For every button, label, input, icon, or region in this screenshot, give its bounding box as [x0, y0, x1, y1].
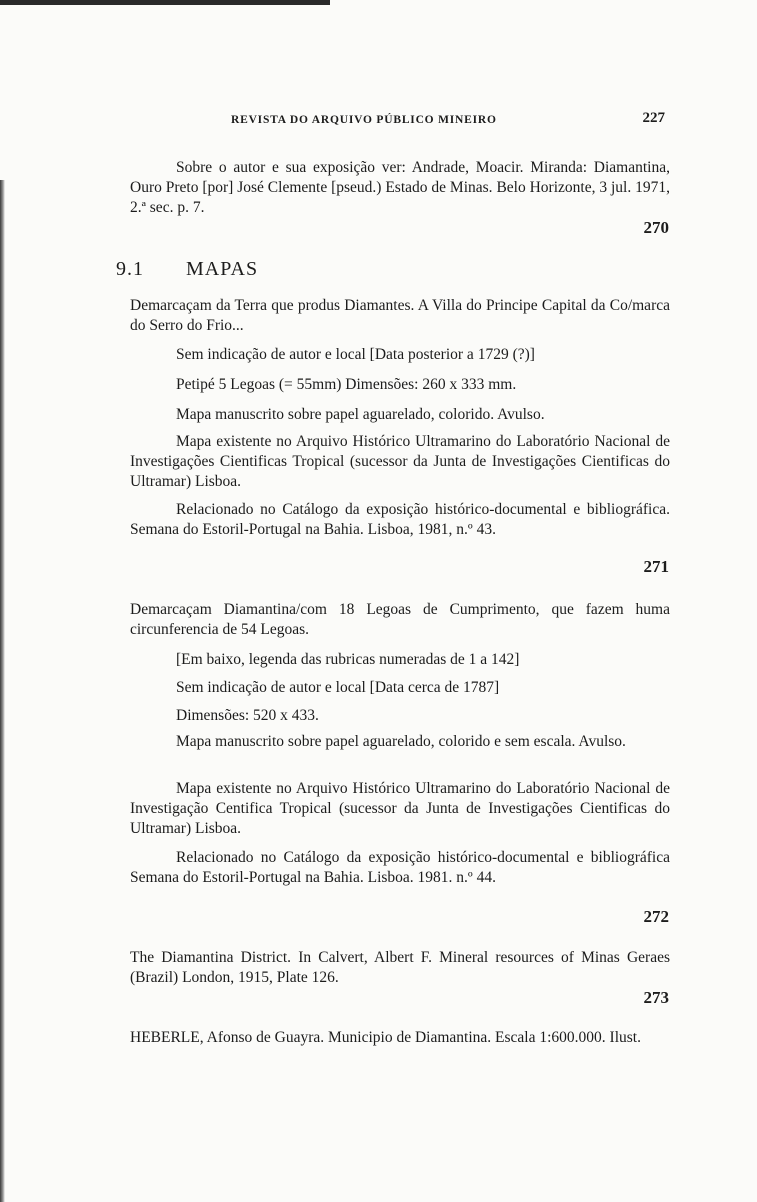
intro-paragraph: Sobre o autor e sua exposição ver: Andrade, Moacir. Miranda: Diamantina, Ouro Preto [por] José Clemente [pseud.) Estado de Minas. Belo Horizonte, 3 jul. 1971, 2.ª sec. p. 7. — [130, 159, 670, 216]
entry-272-location: Mapa existente no Arquivo Histórico Ultramarino do Laboratório Nacional de Investigação Centifica Tropical (sucessor da Junta de Investigações Cientificas do Ultramar) Lisboa. — [130, 780, 670, 837]
entry-272-legend: [Em baixo, legenda das rubricas numeradas de 1 a 142] — [176, 651, 520, 668]
section-number: 9.1 — [116, 258, 144, 280]
page-number: 227 — [642, 110, 665, 126]
entry-272-type: Mapa manuscrito sobre papel aguarelado, colorido e sem escala. Avulso. — [176, 733, 626, 750]
top-rule — [0, 0, 330, 5]
entry-271-title: Demarcaçam da Terra que produs Diamantes. A Villa do Principe Capital da Co/marca do Serro do Frio... — [130, 297, 670, 334]
entry-number-270: 270 — [643, 218, 669, 237]
entry-272-title: Demarcaçam Diamantina/com 18 Legoas de Cumprimento, que fazem huma circunferencia de 54 Legoas. — [130, 601, 670, 638]
page-edge-shadow — [0, 180, 5, 1202]
page-header — [130, 110, 665, 134]
entry-274-text: HEBERLE, Afonso de Guayra. Municipio de Diamantina. Escala 1:600.000. Ilust. — [130, 1029, 641, 1046]
entry-271-location: Mapa existente no Arquivo Histórico Ultramarino do Laboratório Nacional de Investigações Cientificas Tropical (sucessor da Junta de Investigações Cientificas do Ultramar) Lisboa. — [130, 433, 670, 490]
entry-271-catalog: Relacionado no Catálogo da exposição histórico-documental e bibliográfica. Semana do Estoril-Portugal na Bahia. Lisboa, 1981, n.º 43. — [130, 501, 670, 538]
entry-272-dimensions: Dimensões: 520 x 433. — [176, 707, 319, 724]
section-heading — [116, 258, 258, 281]
entry-271-scale: Petipé 5 Legoas (= 55mm) Dimensões: 260 x 333 mm. — [176, 376, 517, 393]
entry-273-text: The Diamantina District. In Calvert, Albert F. Mineral resources of Minas Geraes (Brazil) London, 1915, Plate 126. — [130, 949, 670, 986]
entry-number-273: 273 — [643, 988, 669, 1007]
entry-271-date: Sem indicação de autor e local [Data posterior a 1729 (?)] — [176, 346, 535, 363]
entry-271-type: Mapa manuscrito sobre papel aguarelado, colorido. Avulso. — [176, 406, 545, 423]
entry-number-271: 271 — [643, 557, 669, 576]
running-title: REVISTA DO ARQUIVO PÚBLICO MINEIRO — [231, 114, 497, 126]
entry-272-date: Sem indicação de autor e local [Data cerca de 1787] — [176, 679, 500, 696]
entry-272-catalog: Relacionado no Catálogo da exposição histórico-documental e bibliográfica Semana do Estoril-Portugal na Bahia. Lisboa. 1981. n.º 44. — [130, 849, 670, 886]
section-title: MAPAS — [186, 258, 259, 280]
entry-number-272: 272 — [643, 907, 669, 926]
